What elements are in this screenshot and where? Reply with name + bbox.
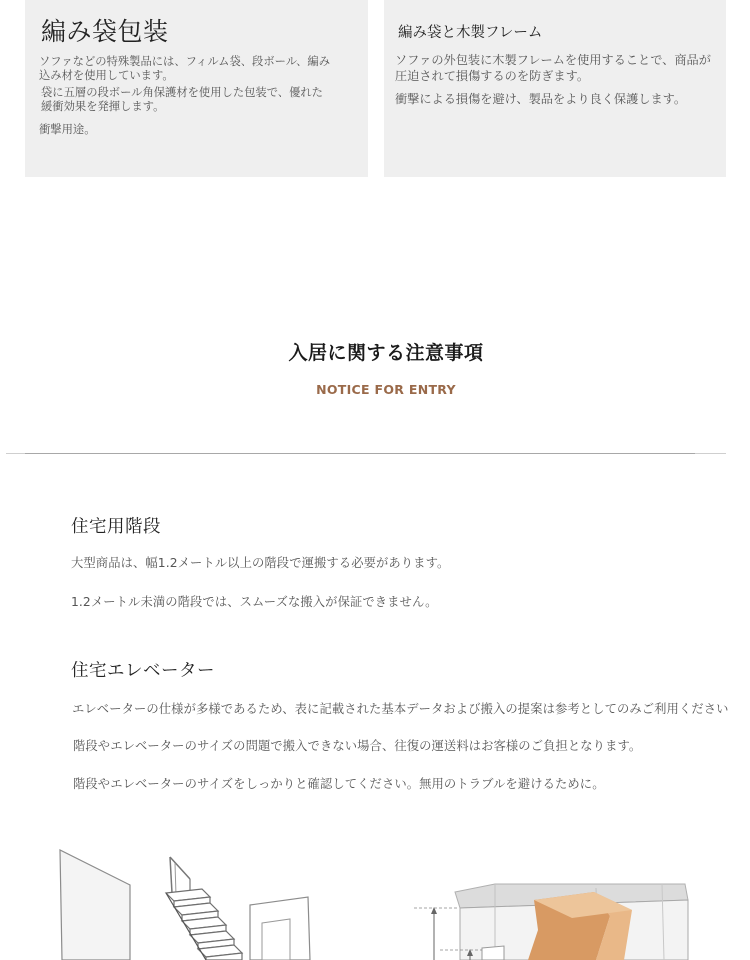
card-text-line: 袋に五層の段ボール角保護材を使用した包装で、優れた [41,86,323,99]
packaging-card-woven-bag [25,0,368,177]
stairs-heading: 住宅用階段 [71,517,161,537]
divider [25,453,695,454]
card-text-line: ソファの外包装に木製フレームを使用することで、商品が [395,53,711,67]
elevator-text-line: エレベーターの仕様が多様であるため、表に記載された基本データおよび搬入の提案は参考としてのみご利用ください [72,702,729,716]
elevator-text-line: 階段やエレベーターのサイズをしっかりと確認してください。無用のトラブルを避けるために。 [73,777,605,791]
card-text-line: 込み材を使用しています。 [39,69,174,82]
staircase-illustration [50,845,320,960]
card-text-line: ソファなどの特殊製品には、フィルム袋、段ボール、編み [39,55,331,68]
notice-title: 入居に関する注意事項 [288,342,484,364]
stairs-text-line: 1.2メートル未満の階段では、スムーズな搬入が保証できません。 [71,595,438,609]
card-text-line: 圧迫されて損傷するのを防ぎます。 [395,69,590,83]
stairs-text-line: 大型商品は、幅1.2メートル以上の階段で運搬する必要があります。 [71,556,450,570]
elevator-heading: 住宅エレベーター [71,661,215,681]
notice-subtitle: NOTICE FOR ENTRY [316,382,456,397]
card-text-line: 衝撃による損傷を避け、製品をより良く保護します。 [395,92,687,106]
elevator-text-line: 階段やエレベーターのサイズの問題で搬入できない場合、往復の運送料はお客様のご負担となります。 [73,739,642,753]
card-text-line: 衝撃用途。 [39,123,96,136]
packaging-card-wooden-frame [384,0,726,177]
card-text-line: 緩衝効果を発揮します。 [41,100,165,113]
card-title: 編み袋包装 [41,17,169,46]
elevator-illustration [400,870,700,960]
card-title: 編み袋と木製フレーム [398,25,543,41]
